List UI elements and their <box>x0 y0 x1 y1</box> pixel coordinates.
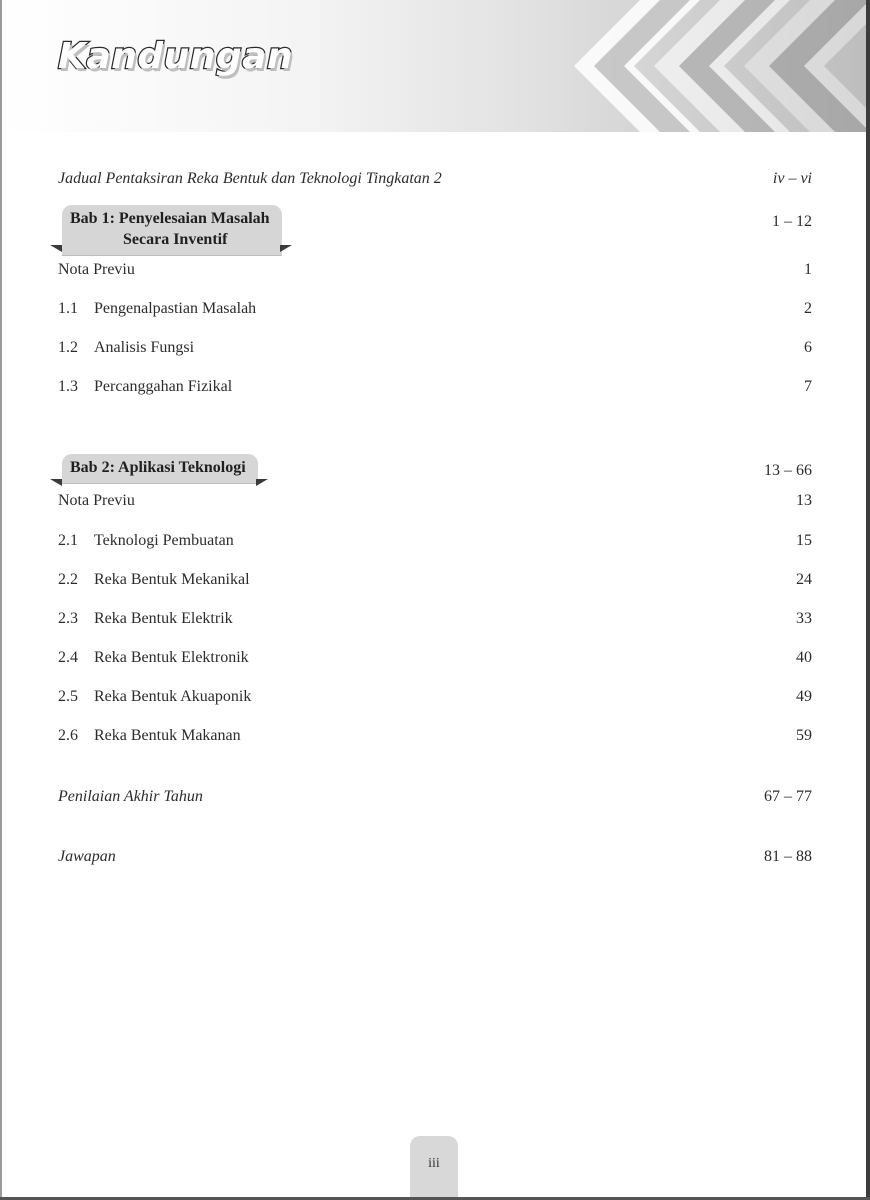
chapter1-pages: 1 – 12 <box>772 213 812 230</box>
toc-section-number: 1.3 <box>58 378 78 395</box>
toc-row[interactable] <box>58 725 812 747</box>
toc-row[interactable] <box>58 530 812 552</box>
page-number-tab <box>410 1136 458 1200</box>
page-number: iii <box>428 1156 440 1171</box>
toc-section-label: Reka Bentuk Elektrik <box>94 610 233 627</box>
page-title: Kandungan <box>58 36 294 77</box>
toc-row[interactable] <box>58 569 812 591</box>
toc-answers-label: Jawapan <box>58 848 116 865</box>
badge-corner-left-icon <box>50 245 62 252</box>
toc-section-page: 6 <box>804 339 812 356</box>
toc-section-number: 2.3 <box>58 610 78 627</box>
toc-row-chapter2 <box>58 460 812 482</box>
toc-intro-label: Jadual Pentaksiran Reka Bentuk dan Teknologi Tingkatan 2 <box>58 170 442 187</box>
toc-row[interactable] <box>58 647 812 669</box>
toc-row-intro[interactable] <box>58 168 812 190</box>
toc-section-page: 2 <box>804 300 812 317</box>
chapter2-badge-label: Bab 2: Aplikasi Teknologi <box>70 459 246 476</box>
toc-preview-label: Nota Previu <box>58 261 135 278</box>
toc-row[interactable] <box>58 337 812 359</box>
toc-section-label: Reka Bentuk Elektronik <box>94 649 249 666</box>
toc-section-number: 2.1 <box>58 532 78 549</box>
toc-row[interactable] <box>58 376 812 398</box>
toc-section-page: 33 <box>796 610 812 627</box>
toc-section-label: Analisis Fungsi <box>94 339 195 356</box>
badge-corner-right-icon <box>280 245 292 252</box>
toc-row-chapter2-preview[interactable] <box>58 490 812 512</box>
chapter2-pages: 13 – 66 <box>764 462 812 479</box>
toc-intro-pages: iv – vi <box>772 170 812 187</box>
toc-section-number: 2.6 <box>58 727 78 744</box>
toc-row-assessment[interactable] <box>58 786 812 808</box>
toc-preview-label: Nota Previu <box>58 492 135 509</box>
toc-preview-page: 13 <box>796 492 812 509</box>
toc-section-page: 49 <box>796 688 812 705</box>
page-edge-right <box>866 0 870 1200</box>
toc-row[interactable] <box>58 686 812 708</box>
toc-answers-pages: 81 – 88 <box>764 848 812 865</box>
toc-row-answers[interactable] <box>58 846 812 868</box>
toc-row-chapter1-preview[interactable] <box>58 259 812 281</box>
toc-section-number: 2.4 <box>58 649 78 666</box>
toc-section-label: Percanggahan Fizikal <box>94 378 233 395</box>
toc-section-label: Reka Bentuk Makanan <box>94 727 241 744</box>
chapter1-badge-line2: Secara Inventif <box>123 231 228 248</box>
toc-section-page: 15 <box>796 532 812 549</box>
toc-section-page: 59 <box>796 727 812 744</box>
toc-row[interactable] <box>58 608 812 630</box>
toc-section-number: 2.5 <box>58 688 78 705</box>
page-edge-left <box>0 0 2 1200</box>
toc-preview-page: 1 <box>804 261 812 278</box>
toc-section-page: 7 <box>804 378 812 395</box>
toc-row-chapter1 <box>58 211 812 233</box>
header-banner <box>0 0 870 132</box>
chapter1-badge-line1: Bab 1: Penyelesaian Masalah <box>70 210 270 227</box>
toc-section-label: Pengenalpastian Masalah <box>94 300 257 317</box>
toc-section-label: Teknologi Pembuatan <box>94 532 234 549</box>
toc-section-number: 2.2 <box>58 571 78 588</box>
toc-section-page: 24 <box>796 571 812 588</box>
toc-section-page: 40 <box>796 649 812 666</box>
toc-section-label: Reka Bentuk Akuaponik <box>94 688 252 705</box>
toc-section-number: 1.2 <box>58 339 78 356</box>
toc-section-number: 1.1 <box>58 300 78 317</box>
toc-assessment-pages: 67 – 77 <box>764 788 812 805</box>
toc-row[interactable] <box>58 298 812 320</box>
toc-assessment-label: Penilaian Akhir Tahun <box>58 788 203 805</box>
toc-section-label: Reka Bentuk Mekanikal <box>94 571 250 588</box>
